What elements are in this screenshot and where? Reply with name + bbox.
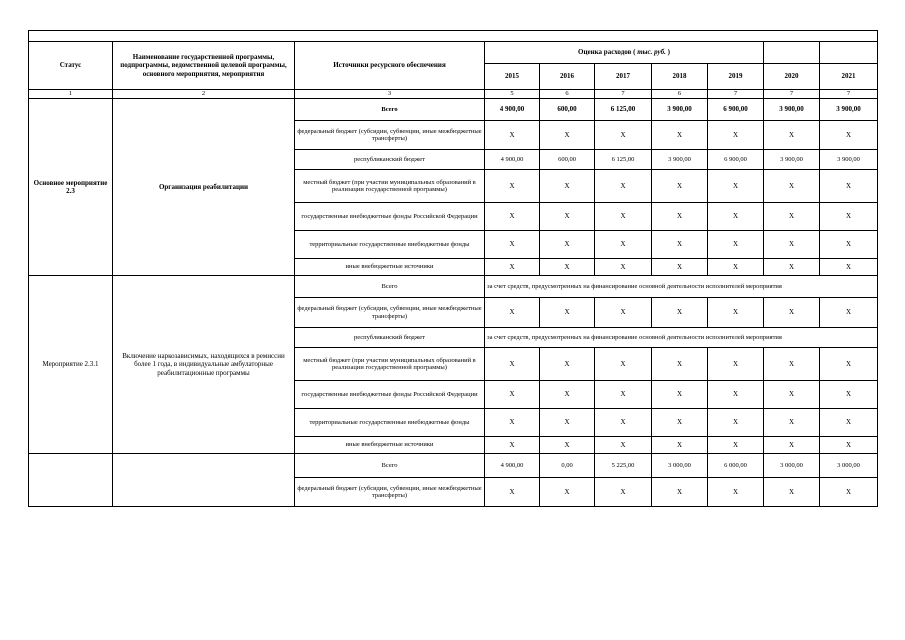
column-number: 7	[708, 90, 764, 99]
x-mark: X	[708, 231, 764, 259]
source-total: Всего	[295, 276, 485, 298]
top-blank-row	[29, 31, 878, 42]
x-mark: X	[764, 478, 820, 507]
x-mark: X	[595, 348, 652, 381]
value-cell: 4 900,00	[485, 454, 540, 478]
x-mark: X	[764, 203, 820, 231]
year-2018: 2018	[652, 64, 708, 90]
year-2015: 2015	[485, 64, 540, 90]
source-other: иные внебюджетные источники	[295, 259, 485, 276]
x-mark: X	[485, 231, 540, 259]
source-total: Всего	[295, 454, 485, 478]
x-mark: X	[540, 298, 595, 328]
x-mark: X	[708, 478, 764, 507]
source-local: местный бюджет (при участии муниципальных образований в реализации государственной программы)	[295, 348, 485, 381]
value-cell: 3 900,00	[652, 99, 708, 121]
source-state-funds: государственные внебюджетные фонды Российской Федерации	[295, 203, 485, 231]
status-cell	[29, 454, 113, 507]
x-mark: X	[820, 203, 878, 231]
value-cell: 6 000,00	[708, 454, 764, 478]
value-cell: 600,00	[540, 150, 595, 170]
header-row	[29, 42, 878, 64]
x-mark: X	[540, 437, 595, 454]
x-mark: X	[764, 259, 820, 276]
x-mark: X	[708, 437, 764, 454]
year-2021: 2021	[820, 64, 878, 90]
program-name-header: Наименование государственной программы, подпрограммы, ведомственной целевой программы, основного мероприятия, мероприятия	[113, 42, 295, 90]
x-mark: X	[595, 478, 652, 507]
column-number: 6	[652, 90, 708, 99]
value-cell: 3 900,00	[820, 150, 878, 170]
x-mark: X	[595, 409, 652, 437]
x-mark: X	[652, 121, 708, 150]
column-number-row	[29, 90, 878, 99]
x-mark: X	[652, 259, 708, 276]
program-name-cell	[113, 454, 295, 507]
funding-note: за счет средств, предусмотренных на финансирование основной деятельности исполнителей мероприятия	[485, 276, 878, 298]
x-mark: X	[485, 381, 540, 409]
x-mark: X	[595, 121, 652, 150]
source-republic: республиканский бюджет	[295, 150, 485, 170]
value-cell: 3 900,00	[820, 99, 878, 121]
value-cell: 4 900,00	[485, 99, 540, 121]
year-2020: 2020	[764, 64, 820, 90]
value-cell: 3 900,00	[764, 99, 820, 121]
value-cell: 3 000,00	[820, 454, 878, 478]
x-mark: X	[708, 121, 764, 150]
x-mark: X	[764, 409, 820, 437]
x-mark: X	[485, 298, 540, 328]
program-name-cell: Организация реабилитации	[113, 99, 295, 276]
x-mark: X	[652, 437, 708, 454]
value-cell: 4 900,00	[485, 150, 540, 170]
source-state-funds: государственные внебюджетные фонды Российской Федерации	[295, 381, 485, 409]
status-cell: Мероприятие 2.3.1	[29, 276, 113, 454]
source-local: местный бюджет (при участии муниципальных образований в реализации государственной программы)	[295, 170, 485, 203]
resource-table	[28, 30, 878, 507]
x-mark: X	[485, 259, 540, 276]
value-cell: 0,00	[540, 454, 595, 478]
x-mark: X	[820, 478, 878, 507]
x-mark: X	[708, 203, 764, 231]
x-mark: X	[764, 170, 820, 203]
x-mark: X	[652, 409, 708, 437]
x-mark: X	[820, 348, 878, 381]
x-mark: X	[708, 298, 764, 328]
x-mark: X	[708, 381, 764, 409]
x-mark: X	[595, 298, 652, 328]
x-mark: X	[652, 348, 708, 381]
x-mark: X	[540, 348, 595, 381]
column-number: 3	[295, 90, 485, 99]
value-cell: 6 125,00	[595, 150, 652, 170]
x-mark: X	[485, 121, 540, 150]
x-mark: X	[820, 231, 878, 259]
program-name-cell: Включение наркозависимых, находящихся в ремиссии более 1 года, в индивидуальные амбулаторные реабилитационные программы	[113, 276, 295, 454]
x-mark: X	[485, 437, 540, 454]
x-mark: X	[652, 381, 708, 409]
source-other: иные внебюджетные источники	[295, 437, 485, 454]
funding-note: за счет средств, предусмотренных на финансирование основной деятельности исполнителей мероприятия	[485, 328, 878, 348]
x-mark: X	[652, 203, 708, 231]
x-mark: X	[595, 231, 652, 259]
table-row	[29, 454, 878, 478]
column-number: 5	[485, 90, 540, 99]
x-mark: X	[820, 259, 878, 276]
x-mark: X	[540, 478, 595, 507]
x-mark: X	[764, 121, 820, 150]
x-mark: X	[540, 121, 595, 150]
x-mark: X	[820, 437, 878, 454]
x-mark: X	[485, 478, 540, 507]
source-republic: республиканский бюджет	[295, 328, 485, 348]
x-mark: X	[540, 409, 595, 437]
x-mark: X	[820, 298, 878, 328]
x-mark: X	[820, 409, 878, 437]
x-mark: X	[764, 381, 820, 409]
value-cell: 6 125,00	[595, 99, 652, 121]
table-row	[29, 99, 878, 121]
value-cell: 6 900,00	[708, 99, 764, 121]
source-total: Всего	[295, 99, 485, 121]
column-number: 7	[764, 90, 820, 99]
x-mark: X	[540, 170, 595, 203]
value-cell: 3 000,00	[764, 454, 820, 478]
source-federal: федеральный бюджет (субсидии, субвенции, иные межбюджетные трансферты)	[295, 478, 485, 507]
value-cell: 3 900,00	[764, 150, 820, 170]
x-mark: X	[485, 203, 540, 231]
x-mark: X	[820, 121, 878, 150]
status-cell: Основное мероприятие 2.3	[29, 99, 113, 276]
column-number: 7	[595, 90, 652, 99]
source-territorial-funds: территориальные государственные внебюджетные фонды	[295, 409, 485, 437]
x-mark: X	[708, 409, 764, 437]
column-number: 7	[820, 90, 878, 99]
x-mark: X	[708, 259, 764, 276]
x-mark: X	[820, 381, 878, 409]
x-mark: X	[595, 437, 652, 454]
source-territorial-funds: территориальные государственные внебюджетные фонды	[295, 231, 485, 259]
x-mark: X	[652, 231, 708, 259]
x-mark: X	[595, 259, 652, 276]
column-number: 1	[29, 90, 113, 99]
x-mark: X	[540, 203, 595, 231]
column-number: 6	[540, 90, 595, 99]
x-mark: X	[485, 348, 540, 381]
status-header: Статус	[29, 42, 113, 90]
x-mark: X	[708, 170, 764, 203]
source-federal: федеральный бюджет (субсидии, субвенции, иные межбюджетные трансферты)	[295, 121, 485, 150]
table-row	[29, 276, 878, 298]
value-cell: 600,00	[540, 99, 595, 121]
x-mark: X	[485, 170, 540, 203]
x-mark: X	[595, 203, 652, 231]
value-cell: 3 000,00	[652, 454, 708, 478]
x-mark: X	[652, 478, 708, 507]
source-federal: федеральный бюджет (субсидии, субвенции, иные межбюджетные трансферты)	[295, 298, 485, 328]
x-mark: X	[708, 348, 764, 381]
value-cell: 5 225,00	[595, 454, 652, 478]
x-mark: X	[540, 259, 595, 276]
x-mark: X	[764, 298, 820, 328]
x-mark: X	[540, 231, 595, 259]
sources-header: Источники ресурсного обеспечения	[295, 42, 485, 90]
x-mark: X	[764, 348, 820, 381]
estimate-header: Оценка расходов ( тыс. руб. )	[485, 42, 764, 64]
x-mark: X	[595, 170, 652, 203]
x-mark: X	[764, 231, 820, 259]
year-2016: 2016	[540, 64, 595, 90]
x-mark: X	[485, 409, 540, 437]
value-cell: 3 900,00	[652, 150, 708, 170]
x-mark: X	[820, 170, 878, 203]
x-mark: X	[595, 381, 652, 409]
x-mark: X	[652, 298, 708, 328]
x-mark: X	[652, 170, 708, 203]
year-2019: 2019	[708, 64, 764, 90]
column-number: 2	[113, 90, 295, 99]
value-cell: 6 900,00	[708, 150, 764, 170]
x-mark: X	[764, 437, 820, 454]
year-2017: 2017	[595, 64, 652, 90]
x-mark: X	[540, 381, 595, 409]
